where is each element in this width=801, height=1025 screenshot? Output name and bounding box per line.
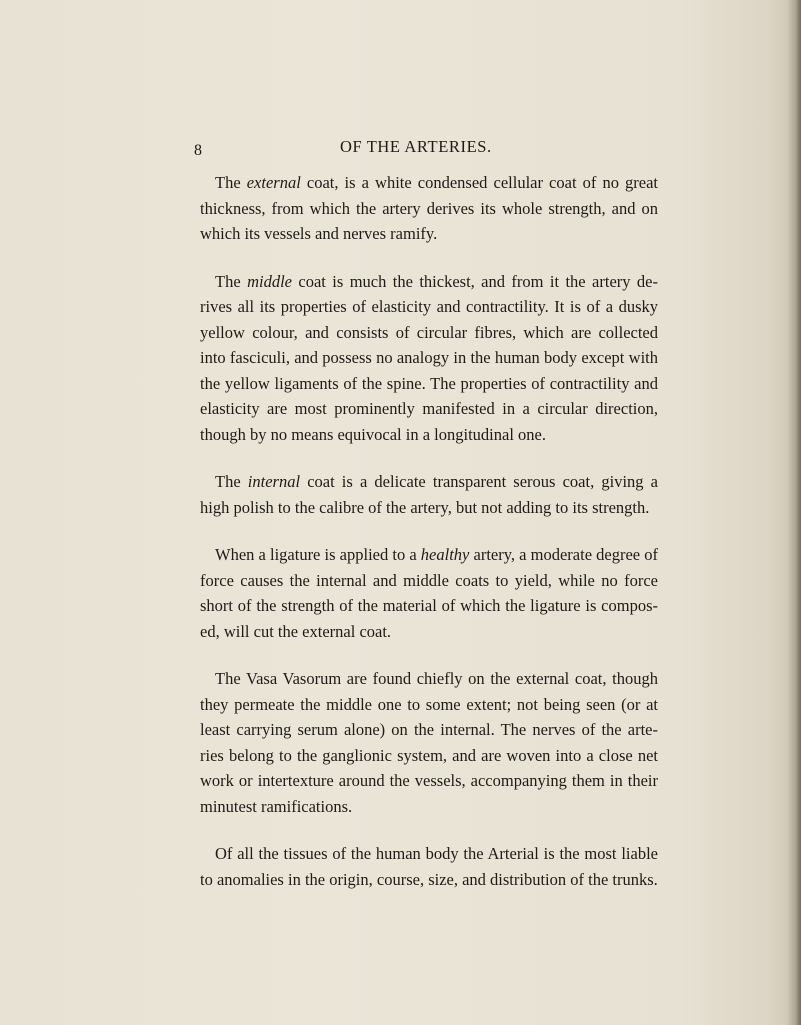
body-text xyxy=(200,170,658,914)
page-number: 8 xyxy=(194,142,202,159)
emphasis-middle: middle xyxy=(247,271,292,291)
emphasis-healthy: healthy xyxy=(420,545,470,564)
page-edge-shadow xyxy=(787,0,801,1025)
paragraph-internal-coat: The internal coat is a delicate transparent serous coat, giving a high polish to the calibre of the artery, but not adding to its strength. xyxy=(200,472,658,517)
emphasis-internal: internal xyxy=(247,472,301,491)
paragraph-external-coat: The external coat, is a white condensed cellular coat of no great thickness, from which the artery derives its whole strength, and on which its vessels and nerves ramify. xyxy=(200,173,658,243)
paragraph-vasa-vasorum: The Vasa Vasorum are found chiefly on the external coat, though they permeate the middle one to some extent; not being seen (or at least carrying serum alone) on the internal. The nerves of the arte- ries belong to the ganglionic system, and are woven into a close net work or intertexture around the vessels, accompanying them in their minutest ramifications. xyxy=(200,669,658,816)
running-head: OF THE ARTERIES. xyxy=(340,137,492,156)
paragraph-anomalies: Of all the tissues of the human body the Arterial is the most liable to anomalies in the origin, course, size, and distribution of the trunks. xyxy=(200,844,658,889)
paragraph-ligature: When a ligature is applied to a healthy artery, a moderate degree of force causes the internal and middle coats to yield, while no force short of the strength of the material of which the ligature is compos- ed, will cut the external coat. xyxy=(200,545,658,641)
emphasis-external: external xyxy=(246,173,301,192)
paragraph-middle-coat: The middle coat is much the thickest, and from it the artery de- rives all its properties of elasticity and contractility. It is of a dusky yellow colour, and consists of circular fibres, which are collected into fasciculi, and possess no analogy in the human body except with the yellow ligaments of the spine. The properties of contractility and elasticity are most prominently manifested in a circular direction, though by no means equivocal in a longitudinal one. xyxy=(200,271,658,444)
